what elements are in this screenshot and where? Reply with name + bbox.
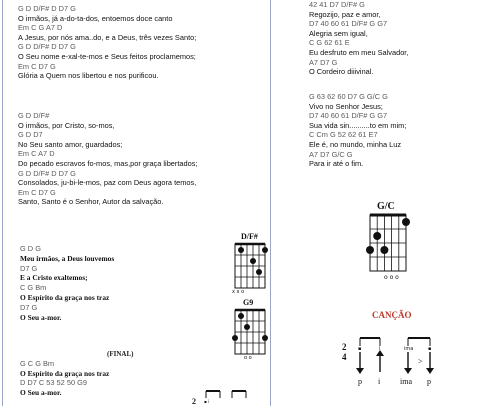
- svg-text:▪: ▪: [358, 346, 362, 352]
- chord-line: G C G Bm: [20, 359, 55, 368]
- finger-ima: ima: [400, 377, 412, 386]
- svg-text:>: >: [418, 357, 423, 366]
- chord-line: G 63 62 60 D7 G G/C G: [309, 92, 388, 101]
- page-left-border: [2, 0, 3, 406]
- chord-line: A7 D7 G/C G: [309, 149, 353, 159]
- svg-text:▪: ▪: [428, 346, 432, 352]
- chord-line: G D D/F# D D7 G: [18, 4, 76, 13]
- lyric-line: Glória a Quem nos libertou e nos purificou.: [18, 71, 159, 81]
- chord-diagram-g9: [231, 308, 271, 360]
- chord-line: D7 40 60 61 D/F# G G7: [309, 19, 388, 29]
- chord-line: G D D/F# D D7 G: [18, 42, 76, 52]
- chord-line: C Cm G 52 62 61 E7: [309, 130, 378, 140]
- lyric-line: No Seu santo amor, guardados;: [18, 139, 123, 149]
- chord-line: G D D7: [18, 130, 43, 140]
- chord-diagram-gc: [364, 213, 414, 281]
- lyric-line: E a Cristo exaltemos;: [20, 273, 88, 283]
- lyric-line: O Espírito da graça nos traz: [20, 293, 110, 302]
- chord-line: C G 62 61 E: [309, 38, 350, 48]
- rhythm-pattern-small: [190, 388, 250, 406]
- lyric-line: O Seu a-mor.: [20, 387, 62, 397]
- diagram-gc-title: G/C: [377, 201, 395, 212]
- lyric-line: O irmãos, por Cristo, so-mos,: [18, 120, 115, 130]
- chord-line: C G Bm: [20, 283, 47, 293]
- chord-line: G D D/F#: [18, 111, 50, 120]
- time-sig-bottom: 4: [342, 352, 347, 362]
- lyric-line: O Cordeiro diiivinal.: [309, 67, 374, 77]
- rhythm-pattern: [340, 334, 450, 386]
- svg-text:o o o: o o o: [384, 274, 399, 281]
- svg-text:ima: ima: [404, 346, 414, 352]
- chord-line: D7 40 60 61 D/F# G G7: [309, 111, 388, 121]
- diagram-g9-title: G9: [243, 298, 254, 307]
- chord-line: G D D/F# D D7 G: [18, 168, 76, 178]
- time-sig-top: 2: [342, 342, 347, 352]
- finger-i: i: [378, 377, 381, 386]
- lyric-line: Meu irmãos, a Deus louvemos: [20, 253, 115, 263]
- finger-p1: p: [358, 377, 362, 386]
- chord-line: D D7 C 53 52 50 G9: [20, 378, 87, 388]
- svg-text:x x o: x x o: [232, 289, 245, 294]
- chord-line: Em C A7 D: [18, 149, 55, 159]
- lyric-line: Ele é, no mundo, minha Luz: [309, 140, 402, 149]
- lyric-line: O Espírito da graça nos traz: [20, 368, 110, 378]
- chord-line: Em C D7 G: [18, 61, 56, 71]
- svg-text:o o: o o: [244, 355, 252, 360]
- lyric-line: Do pecado escravos fo-mos, mas,por graça libertados;: [18, 159, 198, 168]
- chord-line: Em C G A7 D: [18, 23, 63, 33]
- lyric-line: A Jesus, por nós ama..do, e a Deus, três vezes Santo;: [18, 32, 197, 42]
- chord-line: D7 G: [20, 263, 38, 273]
- lyric-line: Santo, Santo é o Senhor, Autor da salvação.: [18, 197, 164, 207]
- lyric-line: Alegria sem igual,: [309, 28, 368, 38]
- lyric-line: Sua vida sin..........to em mim;: [309, 120, 407, 130]
- chord-line: 42 41 D7 D/F# G: [309, 0, 365, 9]
- lyric-line: Para ir até o fim.: [309, 159, 364, 169]
- lyric-line: Consolados, ju-bi-le-mos, paz com Deus agora temos,: [18, 178, 197, 188]
- diagram-dfsharp-title: D/F#: [241, 232, 258, 241]
- svg-text:i: i: [379, 346, 381, 352]
- lyric-line: Vivo no Senhor Jesus;: [309, 101, 383, 111]
- chord-line: A7 D7 G: [309, 57, 338, 67]
- chord-line: G D G: [20, 244, 41, 253]
- final-label: (FINAL): [107, 350, 134, 358]
- lyric-line: Eu desfruto em meu Salvador,: [309, 48, 409, 57]
- lyric-line: O Seu a-mor.: [20, 312, 62, 322]
- svg-text:2: 2: [192, 397, 196, 406]
- lyric-line: O irmãos, já a-do-ta-dos, entoemos doce canto: [18, 13, 173, 23]
- svg-text:▪ i: ▪ i: [204, 399, 210, 404]
- lyric-line: O Seu nome e-xal-te-mos e Seus feitos proclamemos;: [18, 52, 196, 61]
- chord-line: Em C D7 G: [18, 187, 56, 197]
- finger-p2: p: [427, 377, 431, 386]
- chord-line: D7 G: [20, 302, 38, 312]
- chord-diagram-dfsharp: [231, 242, 271, 294]
- lyric-line: Regozijo, paz e amor,: [309, 9, 381, 19]
- cancao-title: CANÇÃO: [372, 310, 412, 320]
